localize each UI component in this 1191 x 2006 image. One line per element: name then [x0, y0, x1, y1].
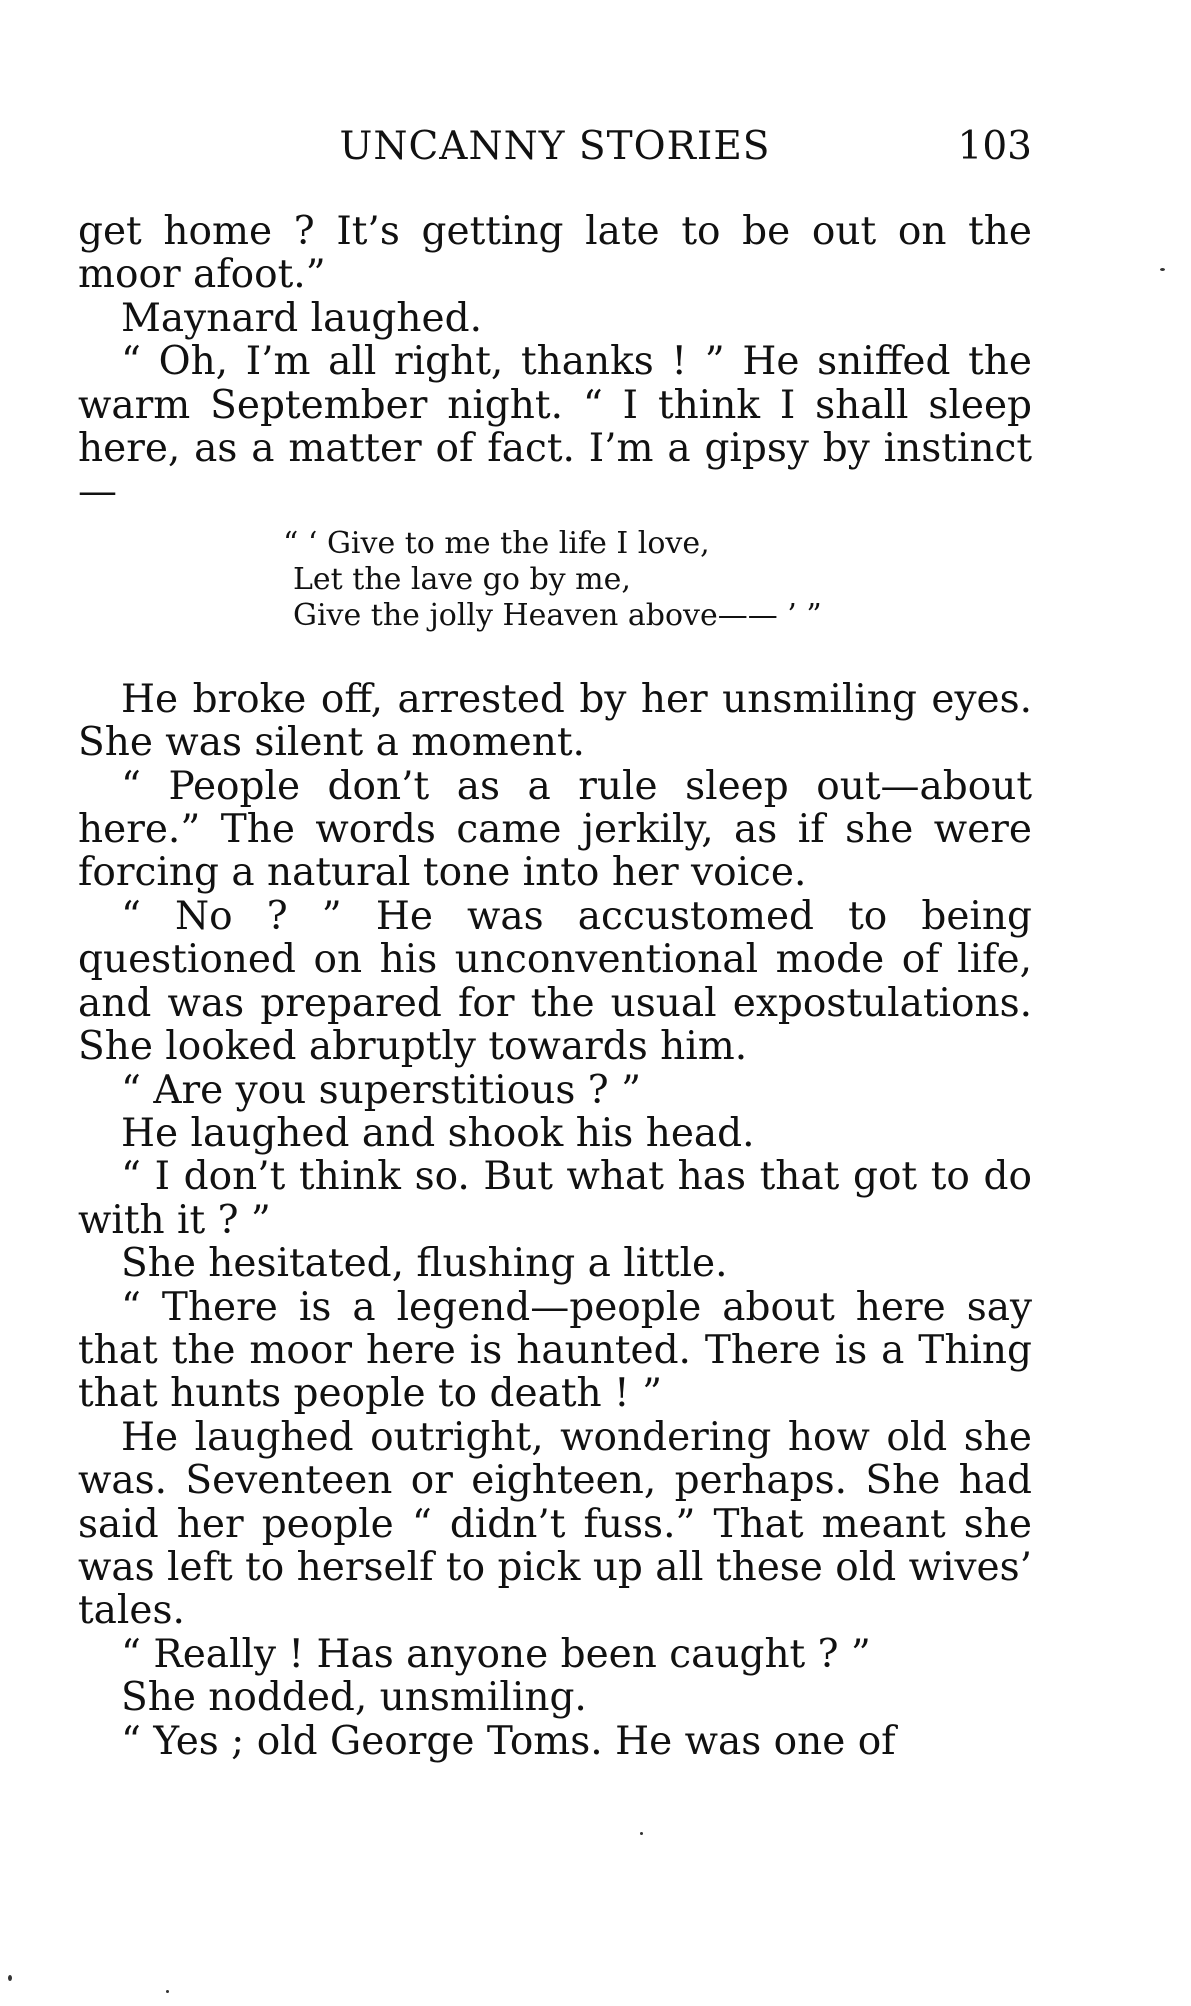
- scan-speck: [1160, 268, 1165, 271]
- paragraph-11: “ There is a legend—people about here say that the moor here is haunted. There is a Thing that hunts people to death ! ”: [78, 1284, 1032, 1417]
- scan-speck: [8, 1975, 12, 1981]
- paragraph-9: “ I don’t think so. But what has that got to do with it ? ”: [78, 1154, 1032, 1243]
- running-title: UNCANNY STORIES: [339, 124, 771, 169]
- paragraph-3: “ Oh, I’m all right, thanks ! ” He sniffed the warm September night. “ I think I shall sleep here, as a matter of fact. I’m a gipsy by instinct—: [78, 339, 1032, 515]
- scan-speck: [166, 1990, 169, 1993]
- paragraph-2: Maynard laughed.: [121, 295, 482, 341]
- verse-quote: [78, 526, 1032, 634]
- scan-speck: [640, 1832, 643, 1835]
- body-text: [78, 210, 1032, 1763]
- page-number: 103: [957, 124, 1032, 169]
- paragraph-12: He laughed outright, wondering how old she was. Seventeen or eighteen, perhaps. She had said her people “ didn’t fuss.” That meant she was left to herself to pick up all these old wives’ tales.: [78, 1414, 1032, 1634]
- paragraph-7: “ Are you superstitious ? ”: [121, 1067, 642, 1113]
- paragraph-15: “ Yes ; old George Toms. He was one of: [121, 1718, 896, 1764]
- paragraph-6: “ No ? ” He was accustomed to being questioned on his unconventional mode of life, and was prepared for the usual expostulations. She looked abruptly towards him.: [78, 893, 1032, 1070]
- paragraph-10: She hesitated, flushing a little.: [121, 1241, 728, 1287]
- running-head: [78, 122, 1032, 172]
- verse-line-1: “ ‘ Give to me the life I love,: [283, 525, 710, 561]
- paragraph-4: He broke off, arrested by her unsmiling eyes. She was silent a moment.: [78, 676, 1032, 766]
- paragraph-1: get home ? It’s getting late to be out on the moor afoot.”: [78, 209, 1032, 298]
- verse-line-3: Give the jolly Heaven above—— ’ ”: [293, 597, 822, 633]
- paragraph-13: “ Really ! Has anyone been caught ? ”: [121, 1631, 871, 1677]
- paragraph-8: He laughed and shook his head.: [121, 1110, 755, 1156]
- paragraph-14: She nodded, unsmiling.: [121, 1675, 587, 1721]
- verse-line-2: Let the lave go by me,: [293, 561, 631, 597]
- paragraph-5: “ People don’t as a rule sleep out—about here.” The words came jerkily, as if she were forcing a natural tone into her voice.: [78, 763, 1032, 896]
